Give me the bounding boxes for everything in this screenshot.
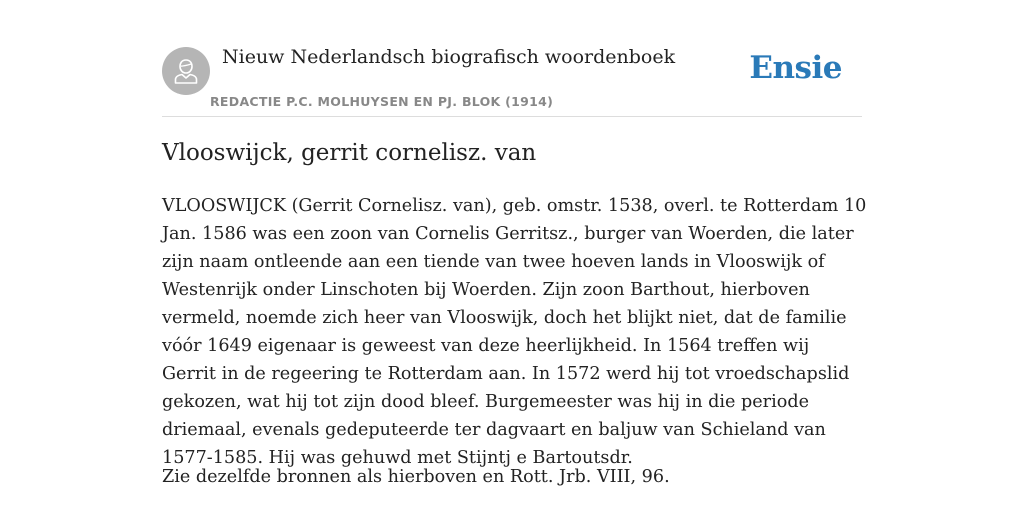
source-editor: REDACTIE P.C. MOLHUYSEN EN PJ. BLOK (1914) <box>210 94 554 109</box>
page-container <box>162 0 867 487</box>
user-silhouette-icon <box>173 57 199 85</box>
article-title: Vlooswijck, gerrit cornelisz. van <box>162 140 537 166</box>
source-header <box>162 0 862 117</box>
ensie-logo[interactable]: Ensie <box>749 50 842 86</box>
article-sources: Zie dezelfde bronnen als hierboven en Rott. Jrb. VIII, 96. <box>162 467 670 487</box>
source-avatar[interactable] <box>162 47 210 95</box>
article-body: VLOOSWIJCK (Gerrit Cornelisz. van), geb. omstr. 1538, overl. te Rotterdam 10 Jan. 1586 was een zoon van Cornelis Gerritsz., burger van Woerden, die later zijn naam ontleende aan een tiende van twee hoeven lands in Vlooswijk of Westenrijk onder Linschoten bij Woerden. Zijn zoon Barthout, hierboven vermeld, noemde zich heer van Vlooswijk, doch het blijkt niet, dat de familie vóór 1649 eigenaar is geweest van deze heerlijkheid. In 1564 treffen wij Gerrit in de regeering te Rotterdam aan. In 1572 werd hij tot vroedschapslid gekozen, wat hij tot zijn dood bleef. Burgemeester was hij in die periode driemaal, evenals gedeputeerde ter dagvaart en baljuw van Schieland van 1577-1585. Hij was gehuwd met Stijntj e Bartoutsdr. <box>162 196 867 468</box>
source-title[interactable]: Nieuw Nederlandsch biografisch woordenboek <box>222 46 676 68</box>
